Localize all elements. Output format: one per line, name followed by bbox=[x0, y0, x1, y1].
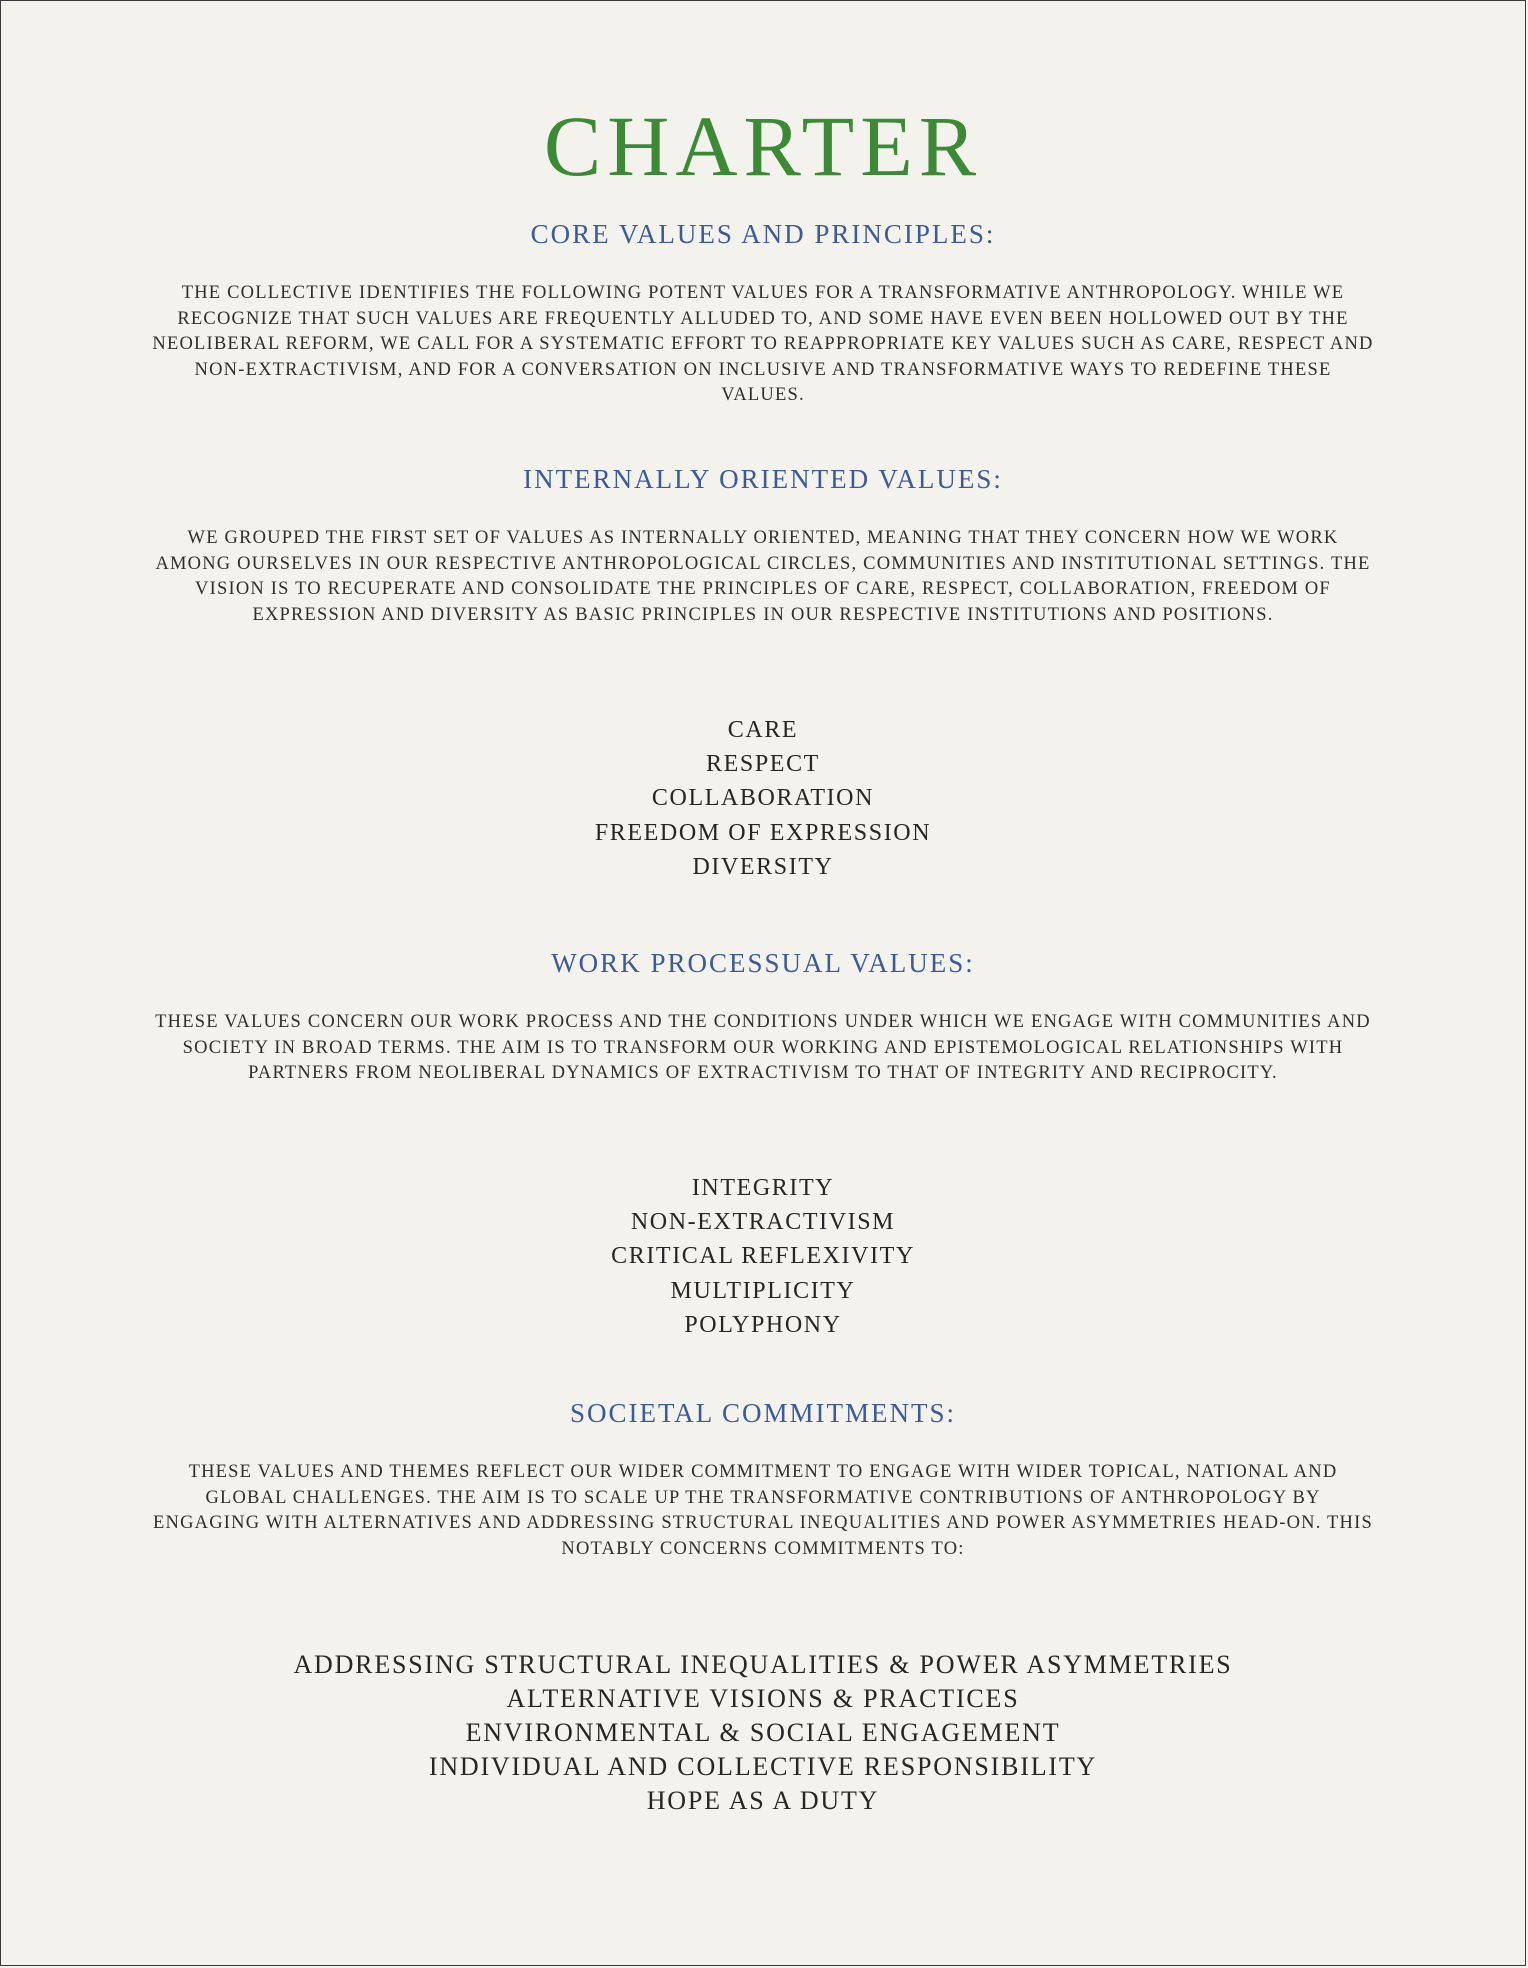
societal-commitments-list bbox=[1, 1648, 1525, 1818]
list-item: INTEGRITY bbox=[691, 1175, 835, 1201]
list-item: FREEDOM OF EXPRESSION bbox=[594, 819, 932, 846]
work-values-paragraph: THESE VALUES CONCERN OUR WORK PROCESS AND THE CONDITIONS UNDER WHICH WE ENGAGE WITH COMMUNITIES AND SOCIETY IN BROAD TERMS. THE AIM IS TO TRANSFORM OUR WORKING AND EPISTEMOLOGICAL RELATIONSHIPS WITH PARTNERS FROM NEOLIBERAL DYNAMICS OF EXTRACTIVISM TO THAT OF INTEGRITY AND RECIPROCITY. bbox=[155, 1012, 1371, 1084]
internal-values-list bbox=[1, 713, 1525, 884]
list-item: ADDRESSING STRUCTURAL INEQUALITIES & POWER ASYMMETRIES bbox=[293, 1650, 1233, 1679]
list-item: NON-EXTRACTIVISM bbox=[630, 1209, 896, 1236]
work-values-list bbox=[1, 1171, 1525, 1342]
list-item: POLYPHONY bbox=[684, 1311, 842, 1338]
core-values-paragraph: THE COLLECTIVE IDENTIFIES THE FOLLOWING POTENT VALUES FOR A TRANSFORMATIVE ANTHROPOLOGY. WHILE WE RECOGNIZE THAT SUCH VALUES ARE FREQUENTLY ALLUDED TO, AND SOME HAVE EVEN BEEN HOLLOWED OUT BY THE NEOLIBERAL REFORM, WE CALL FOR A SYSTEMATIC EFFORT TO REAPPROPRIATE KEY VALUES SUCH AS CARE, RESPECT AND NON-EXTRACTIVISM, AND FOR A CONVERSATION ON INCLUSIVE AND TRANSFORMATIVE WAYS TO REDEFINE THESE VALUES. bbox=[152, 283, 1374, 406]
list-item: HOPE AS A DUTY bbox=[646, 1786, 880, 1815]
internal-values-paragraph: WE GROUPED THE FIRST SET OF VALUES AS INTERNALLY ORIENTED, MEANING THAT THEY CONCERN HOW WE WORK AMONG OURSELVES IN OUR RESPECTIVE ANTHROPOLOGICAL CIRCLES, COMMUNITIES AND INSTITUTIONAL SETTINGS. THE VISION IS TO RECUPERATE AND CONSOLIDATE THE PRINCIPLES OF CARE, RESPECT, COLLABORATION, FREEDOM OF EXPRESSION AND DIVERSITY AS BASIC PRINCIPLES IN OUR RESPECTIVE INSTITUTIONS AND POSITIONS. bbox=[155, 528, 1371, 625]
societal-commitments-heading: SOCIETAL COMMITMENTS: bbox=[569, 1398, 957, 1428]
list-item: ENVIRONMENTAL & SOCIAL ENGAGEMENT bbox=[465, 1718, 1061, 1747]
core-values-heading: CORE VALUES AND PRINCIPLES: bbox=[530, 219, 996, 249]
list-item: CRITICAL REFLEXIVITY bbox=[611, 1243, 915, 1270]
list-item: DIVERSITY bbox=[692, 853, 834, 880]
societal-commitments-paragraph: THESE VALUES AND THEMES REFLECT OUR WIDER COMMITMENT TO ENGAGE WITH WIDER TOPICAL, NATIONAL AND GLOBAL CHALLENGES. THE AIM IS TO SCALE UP THE TRANSFORMATIVE CONTRIBUTIONS OF ANTHROPOLOGY BY ENGAGING WITH ALTERNATIVES AND ADDRESSING STRUCTURAL INEQUALITIES AND POWER ASYMMETRIES HEAD-ON. THIS NOTABLY CONCERNS COMMITMENTS TO: bbox=[153, 1462, 1373, 1559]
list-item: ALTERNATIVE VISIONS & PRACTICES bbox=[506, 1684, 1020, 1713]
list-item: CARE bbox=[727, 717, 799, 743]
list-item: RESPECT bbox=[706, 751, 820, 778]
work-values-heading: WORK PROCESSUAL VALUES: bbox=[551, 948, 975, 978]
internal-values-heading: INTERNALLY ORIENTED VALUES: bbox=[523, 464, 1003, 494]
list-item: MULTIPLICITY bbox=[670, 1277, 856, 1304]
list-item: COLLABORATION bbox=[651, 785, 875, 812]
list-item: INDIVIDUAL AND COLLECTIVE RESPONSIBILITY bbox=[428, 1752, 1098, 1781]
page-title: CHARTER bbox=[543, 98, 983, 194]
